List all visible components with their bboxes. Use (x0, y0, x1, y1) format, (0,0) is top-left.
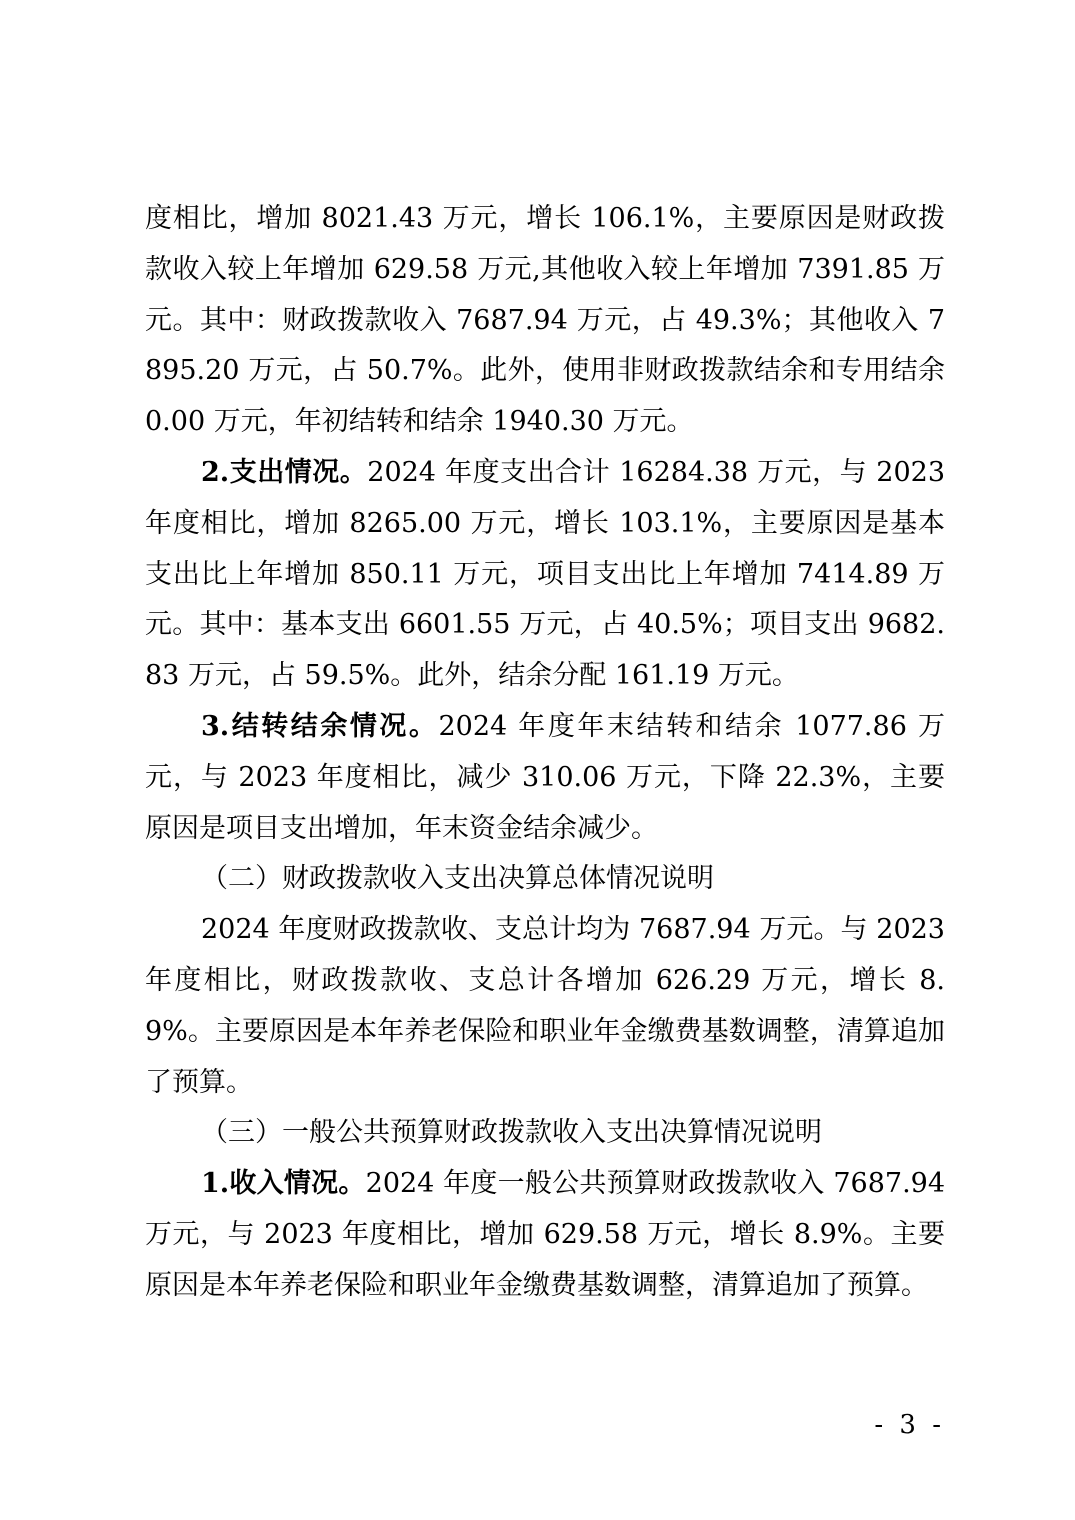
section-lead-balance: 3.结转结余情况。 (201, 710, 439, 742)
paragraph-text: 2024 年度支出合计 16284.38 万元，与 2023 年度相比，增加 8265.00 万元，增长 103.1%，主要原因是基本支出比上年增加 850.11 万元，项目支出比上年增加 7414.89 万元。其中：基本支出 6601.55 万元，占 40.5%；项目支出 9682.83 万元，占 59.5%。此外，结余分配 161.19 万元。 (145, 456, 946, 692)
paragraph-expenditure (145, 448, 945, 702)
section-heading-general-budget: （三）一般公共预算财政拨款收入支出决算情况说明 (201, 1117, 822, 1149)
paragraph-fiscal-overall (145, 905, 945, 1108)
paragraph-text: 2024 年度一般公共预算财政拨款收入 7687.94 万元，与 2023 年度相比，增加 629.58 万元，增长 8.9%。主要原因是本年养老保险和职业年金缴费基数调整，清算追加了预算。 (145, 1168, 946, 1301)
paragraph-income-continued (145, 194, 945, 448)
document-body (145, 194, 945, 1312)
paragraph-general-budget-income (145, 1159, 945, 1311)
paragraph-text: 度相比，增加 8021.43 万元，增长 106.1%，主要原因是财政拨款收入较上年增加 629.58 万元,其他收入较上年增加 7391.85 万元。其中：财政拨款收入 7687.94 万元，占 49.3%；其他收入 7895.20 万元，占 50.7%。此外，使用非财政拨款结余和专用结余 0.00 万元，年初结转和结余 1940.30 万元。 (145, 203, 945, 438)
page-number: - 3 - (874, 1410, 945, 1440)
section-heading-fiscal-overall: （二）财政拨款收入支出决算总体情况说明 (201, 863, 714, 895)
paragraph-text: 2024 年度财政拨款收、支总计均为 7687.94 万元。与 2023 年度相比，财政拨款收、支总计各增加 626.29 万元，增长 8.9%。主要原因是本年养老保险和职业年金缴费基数调整，清算追加了预算。 (145, 914, 945, 1098)
paragraph-balance (145, 702, 945, 854)
section-lead-expenditure: 2.支出情况。 (201, 456, 368, 488)
section-lead-income: 1.收入情况。 (201, 1168, 366, 1200)
paragraph-text: 2024 年度年末结转和结余 1077.86 万元，与 2023 年度相比，减少 310.06 万元，下降 22.3%，主要原因是项目支出增加，年末资金结余减少。 (145, 710, 945, 844)
